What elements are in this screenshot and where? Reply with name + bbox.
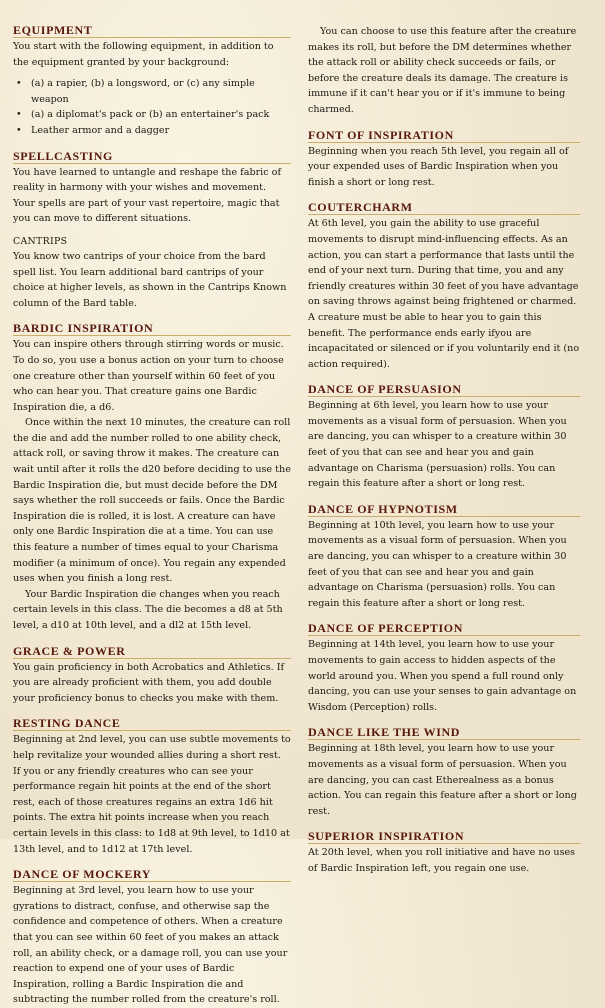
grace-power-body: You gain proficiency in both Acrobatics and Athletics. If you are already proficient with them, you add double your proficiency bonus to checks you make with them. [13, 661, 285, 704]
heading-dance-of-mockery: DANCE OF MOCKERY [13, 868, 291, 882]
heading-resting-dance: RESTING DANCE [13, 717, 291, 731]
section-spellcasting [13, 150, 291, 312]
equipment-intro: You start with the following equipment, in addition to the equipment granted by your background: [13, 41, 274, 68]
dance-of-persuasion-body: Beginning at 6th level, you learn how to use your movements as a visual form of persuasion. When you are dancing, you can whisper to a creature within 30 feet of you that can see and hear you and gain advantage on Charisma (persuasion) rolls. You can regain this feature after a short or long rest. [308, 400, 567, 490]
heading-bardic-inspiration: BARDIC INSPIRATION [13, 322, 291, 336]
section-superior-inspiration [308, 830, 580, 876]
spellcasting-body: You have learned to untangle and reshape the fabric of reality in harmony with your wishes and movement. Your spells are part of your vast repertoire, magic that you can move to different situations. [13, 166, 281, 225]
section-dance-of-perception [308, 622, 580, 715]
section-dance-of-persuasion [308, 383, 580, 492]
dance-of-perception-body: Beginning at 14th level, you learn how to use your movements to gain access to hidden aspects of the world around you. When you spend a full round only dancing, you can use your senses to gain advantage on Wisdom (Perception) rolls. [308, 639, 577, 713]
superior-inspiration-body: At 20th level, when you roll initiative and have no uses of Bardic Inspiration left, you regain one use. [308, 847, 576, 874]
bardic-inspiration-p2: Once within the next 10 minutes, the creature can roll the die and add the number rolled to one ability check, attack roll, or saving throw it makes. The creature can wait until after it rolls the d20 before deciding to use the Bardic Inspiration die, but must decide before the DM says whether the roll succeeds or fails. Once the Bardic Inspiration die is rolled, it is lost. A creature can have only one Bardic Inspiration die at a time. You can use this feature a number of times equal to your Charisma modifier (a minimum of once). You regain any expended uses when you finish a long rest. [13, 417, 291, 585]
heading-coutercharm: COUTERCHARM [308, 201, 580, 215]
heading-font-of-inspiration: FONT OF INSPIRATION [308, 129, 580, 143]
heading-dance-of-perception: DANCE OF PERCEPTION [308, 622, 580, 636]
equipment-item: • (a) a diplomat's pack or (b) an entertainer's pack [25, 107, 291, 123]
section-dance-of-mockery [13, 868, 291, 1008]
cantrips-heading: CANTRIPS [13, 235, 68, 247]
section-bardic-inspiration [13, 322, 291, 633]
heading-dance-like-the-wind: DANCE LIKE THE WIND [308, 726, 580, 740]
dance-of-hypnotism-body: Beginning at 10th level, you learn how to use your movements as a visual form of persuasion. When you are dancing, you can whisper to a creature within 30 feet of you that can see and hear you and gain advantage on Charisma (persuasion) rolls. You can regain this feature after a short or long rest. [308, 519, 567, 609]
heading-equipment: EQUIPMENT [13, 24, 291, 38]
heading-dance-of-hypnotism: DANCE OF HYPNOTISM [308, 503, 580, 517]
heading-dance-of-persuasion: DANCE OF PERSUASION [308, 383, 580, 397]
dance-of-mockery-body: Beginning at 3rd level, you learn how to use your gyrations to distract, confuse, and otherwise sap the confidence and competence of others. When a creature that you can see within 60 feet of you makes an attack roll, an ability check, or a damage roll, you can use your reaction to expend one of your uses of Bardic Inspiration, rolling a Bardic Inspiration die and subtracting the number rolled from the creature's roll. [13, 885, 288, 1006]
section-resting-dance [13, 717, 291, 857]
dance-like-the-wind-body: Beginning at 18th level, you learn how to use your movements as a visual form of persuasion. When you are dancing, you can cast Etherealness as a bonus action. You can regain this feature after a short or long rest. [308, 743, 577, 817]
heading-grace-power: GRACE & POWER [13, 645, 291, 659]
section-coutercharm [308, 201, 580, 372]
heading-spellcasting: SPELLCASTING [13, 150, 291, 164]
cantrips-body: You know two cantrips of your choice from the bard spell list. You learn additional bard cantrips of your choice at higher levels, as shown in the Cantrips Known column of the Bard table. [13, 250, 287, 309]
left-column [13, 23, 291, 1006]
section-mockery-continued [308, 24, 580, 118]
section-dance-of-hypnotism [308, 503, 580, 612]
equipment-list [13, 76, 291, 138]
coutercharm-body: At 6th level, you gain the ability to use graceful movements to disrupt mind-influencing effects. As an action, you can start a performance that lasts until the end of your next turn. During that time, you and any friendly creatures within 30 feet of you have advantage on saving throws against being frightened or charmed. A creature must be able to hear you to gain this benefit. The performance ends early ifyou are incapacitated or silenced or if you voluntarily end it (no action required). [308, 218, 580, 370]
equipment-item: • (a) a rapier, (b) a longsword, or (c) any simple weapon [25, 76, 291, 107]
section-equipment [13, 24, 291, 139]
bardic-inspiration-p1: You can inspire others through stirring words or music. To do so, you use a bonus action on your turn to choose one creature other than yourself within 60 feet of you who can hear you. That creature gains one Bardic Inspiration die, a d6. [13, 339, 284, 413]
font-of-inspiration-body: Beginning when you reach 5th level, you regain all of your expended uses of Bardic Inspiration when you finish a short or long rest. [308, 145, 569, 188]
right-column [308, 24, 580, 874]
equipment-item: • Leather armor and a dagger [25, 123, 291, 139]
heading-superior-inspiration: SUPERIOR INSPIRATION [308, 830, 580, 844]
bardic-inspiration-p3: Your Bardic Inspiration die changes when you reach certain levels in this class. The die becomes a d8 at 5th level, a d10 at 10th level, and a dl2 at 15th level. [13, 588, 283, 631]
section-font-of-inspiration [308, 129, 580, 191]
resting-dance-body: Beginning at 2nd level, you can use subtle movements to help revitalize your wounded allies during a short rest. If you or any friendly creatures who can see your performance regain hit points at the end of the short rest, each of those creatures regains an extra 1d6 hit points. The extra hit points increase when you reach certain levels in this class: to 1d8 at 9th level, to 1d10 at 13th level, and to 1d12 at 17th level. [13, 734, 291, 855]
section-dance-like-the-wind [308, 726, 580, 819]
section-grace-power [13, 645, 291, 707]
dance-of-mockery-continued: You can choose to use this feature after the creature makes its roll, but before the DM determines whether the attack roll or ability check succeeds or fails, or before the creature deals its damage. The creature is immune if it can't hear you or if it's immune to being charmed. [308, 26, 577, 115]
